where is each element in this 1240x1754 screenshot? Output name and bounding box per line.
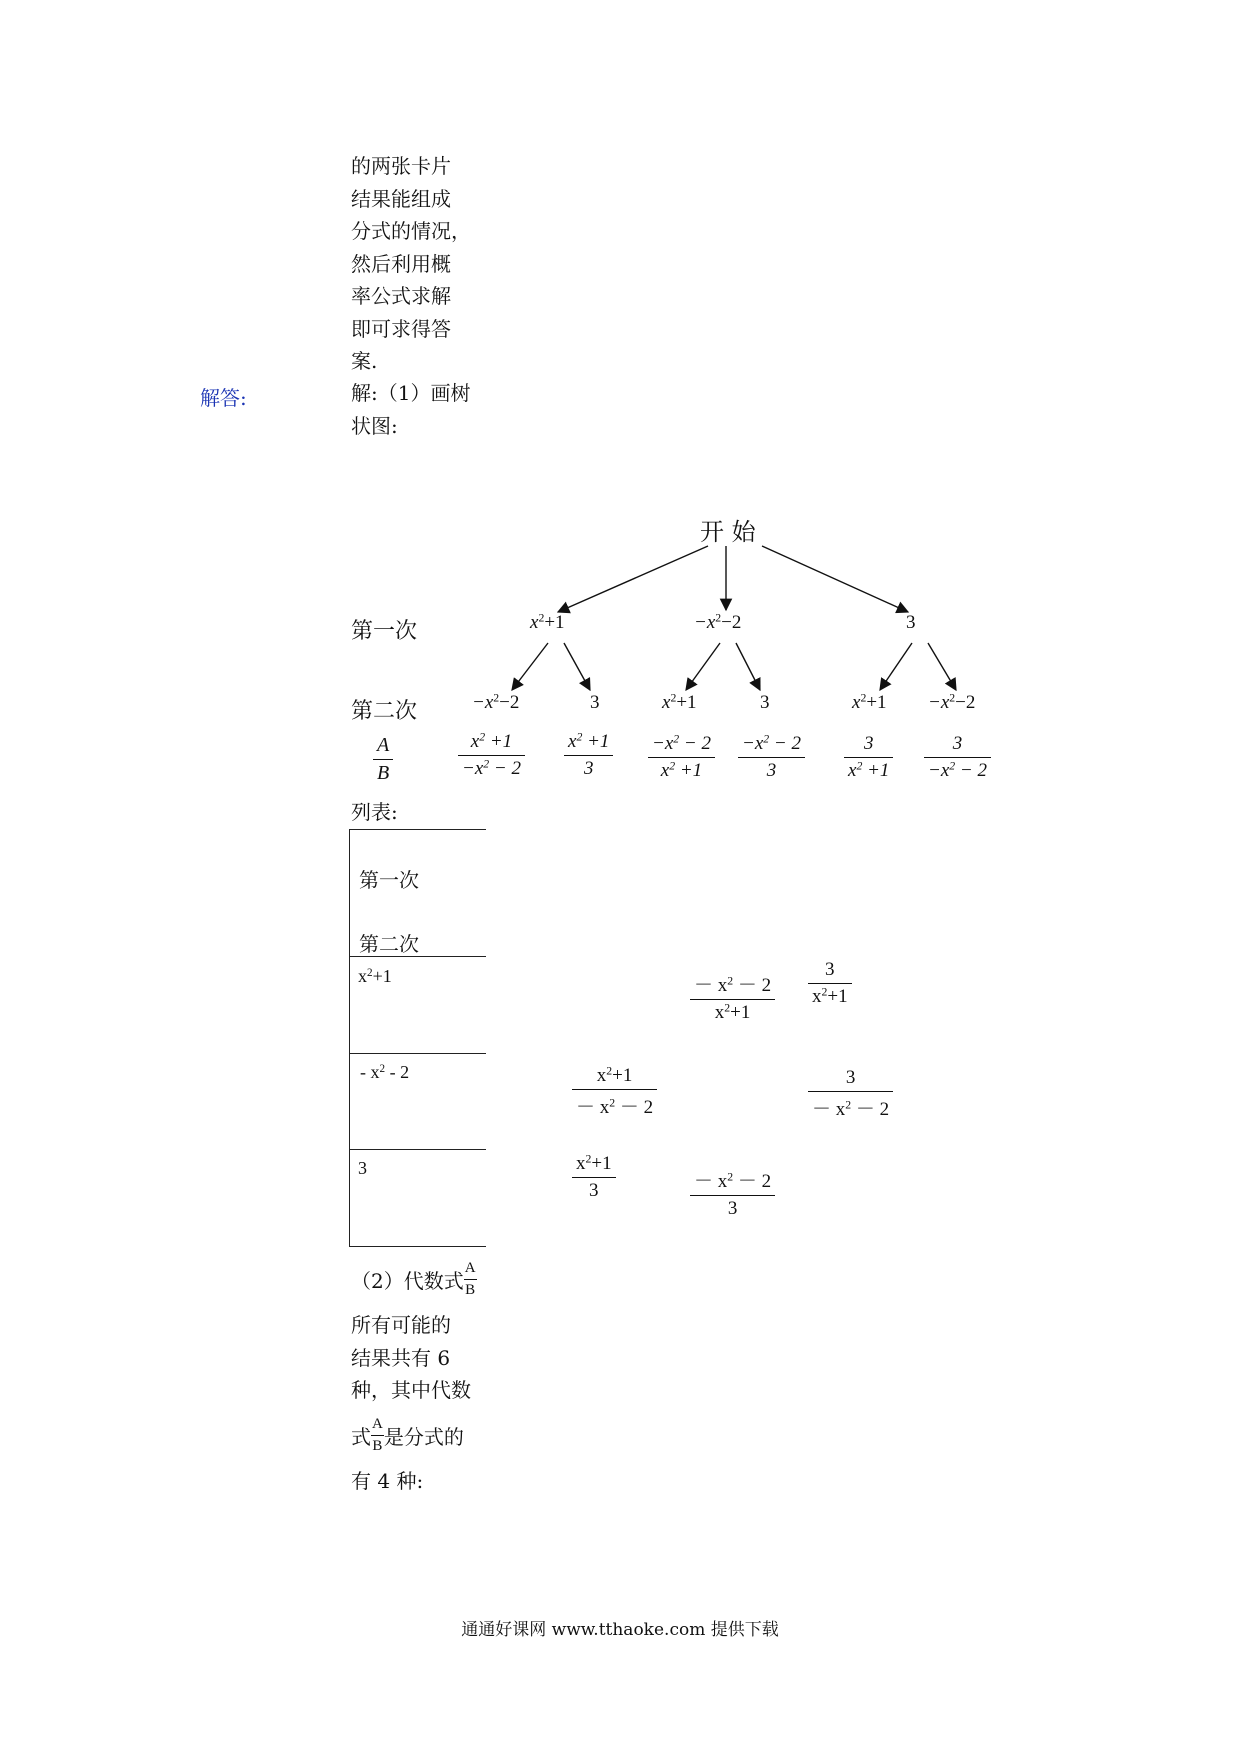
part2-line4-post: 是分式的: [383, 1425, 464, 1449]
tree-row1-label: 第一次: [351, 619, 418, 644]
analysis-line: 结果能组成: [351, 186, 451, 211]
fraction-bar: [572, 1089, 657, 1090]
part2-line-1: [351, 1255, 551, 1303]
fraction-numerator: $-x^2 - 2$: [742, 732, 801, 754]
fraction-numerator: － $x^2 - 2$: [694, 974, 772, 996]
fraction-numerator: $x^2 +1$: [470, 730, 513, 752]
fraction-denominator: $x^2+1$: [714, 1001, 751, 1023]
table-top-border: [350, 829, 486, 830]
fraction-denominator: $x^2+1$: [812, 985, 848, 1007]
part2-frac-2: $\frac{A}{B}$: [372, 1416, 383, 1454]
page-footer: 通通好课网 www.tthaoke.com 提供下载: [461, 1620, 779, 1640]
second-node: $-x^2-2$: [928, 691, 976, 713]
analysis-line: 分式的情况，: [351, 219, 471, 243]
part2-line: 结果共有 6: [351, 1345, 451, 1370]
fraction-numerator: 3: [825, 959, 835, 980]
tree-start-label: 开 始: [700, 518, 756, 546]
fraction-denominator: 3: [589, 1180, 599, 1201]
fraction-denominator: － $x^2 - 2$: [576, 1096, 654, 1118]
fraction-denominator: $-x^2 - 2$: [462, 757, 521, 779]
fraction-numerator: 3: [845, 1067, 856, 1088]
analysis-line: 的两张卡片: [351, 154, 451, 178]
fraction-bar: [572, 1177, 616, 1178]
table-cell-fraction: [572, 1152, 616, 1202]
fraction-numerator: $-x^2 - 2$: [652, 732, 711, 754]
fraction-bar: [690, 999, 775, 1000]
first-node: 3: [906, 612, 916, 633]
table-label: 列表:: [351, 800, 398, 824]
fraction-numerator: － $x^2 - 2$: [694, 1170, 772, 1192]
part2-line-4: [351, 1411, 551, 1461]
table-cell-fraction: [572, 1064, 657, 1119]
first-node: $-x^2-2$: [694, 611, 742, 633]
fraction-denominator: $x^2 +1$: [848, 759, 890, 781]
part2-line: 有 4 种:: [351, 1468, 424, 1493]
part2-line: 所有可能的: [351, 1313, 451, 1337]
table-cell-fraction: [808, 1066, 893, 1121]
table-row-label: 3: [358, 1158, 367, 1178]
fraction-denominator: － $x^2 - 2$: [812, 1098, 890, 1120]
answer-line: 状图:: [351, 413, 398, 438]
part2-line4-pre: 式: [351, 1425, 371, 1449]
table-bottom-border: [350, 1246, 486, 1247]
table-cell-fraction: [690, 1166, 775, 1220]
part2-line: 种，其中代数: [351, 1378, 471, 1402]
row3-den: B: [377, 762, 390, 784]
fraction-denominator: $x^2 +1$: [660, 759, 703, 781]
fraction-numerator: $x^2 +1$: [568, 730, 610, 752]
fraction-denominator: 3: [766, 760, 777, 781]
part2-prefix: （2）代数式: [351, 1268, 464, 1293]
fraction-bar: [808, 983, 852, 984]
analysis-line: 案.: [351, 349, 378, 373]
part2-frac-1: $\frac{A}{B}$: [464, 1259, 476, 1298]
table-row-label: - $x^2 - 2$: [360, 1062, 410, 1082]
analysis-line: 然后利用概: [351, 251, 451, 276]
analysis-line: 率公式求解: [351, 284, 451, 308]
fraction-bar: [690, 1195, 775, 1196]
answer-line: 解:（1）画树: [351, 381, 471, 405]
fraction-numerator: 3: [952, 733, 963, 754]
table-header-first: 第一次: [359, 868, 419, 892]
fraction-numerator: $x^2+1$: [576, 1152, 612, 1174]
part2-text: [351, 1255, 551, 1497]
second-node: 3: [590, 692, 600, 713]
fraction-numerator: $x^2+1$: [596, 1064, 633, 1086]
fraction-denominator: $-x^2 - 2$: [928, 759, 987, 781]
second-node: $x^2+1$: [852, 691, 887, 713]
analysis-line: 即可求得答: [351, 316, 451, 341]
table-cell-fraction: [690, 970, 775, 1024]
second-node: $-x^2-2$: [472, 691, 520, 713]
row3-num: A: [377, 734, 390, 756]
fraction-numerator: 3: [863, 733, 874, 754]
table-header-second: 第二次: [359, 932, 419, 956]
first-node: $x^2+1$: [530, 611, 565, 633]
table-cell-fraction: [808, 958, 852, 1008]
fraction-bar: [808, 1091, 893, 1092]
fraction-denominator: 3: [583, 758, 594, 779]
table-row-label: $x^2+1$: [358, 966, 392, 986]
tree-row2-label: 第二次: [351, 699, 418, 724]
fraction-denominator: 3: [727, 1198, 738, 1219]
answer-label: 解答:: [200, 386, 247, 410]
table-row-divider: [350, 1149, 486, 1150]
second-node: $x^2+1$: [662, 691, 697, 713]
second-node: 3: [760, 692, 770, 713]
table-left-border: [349, 829, 350, 1247]
table-row-divider: [350, 1053, 486, 1054]
